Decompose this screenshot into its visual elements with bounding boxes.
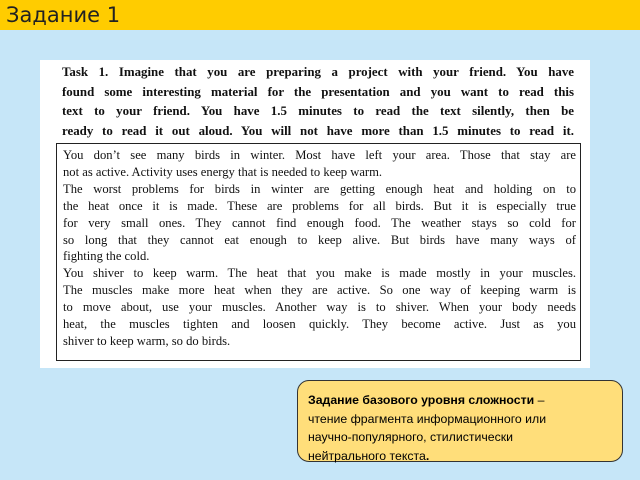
passage-line: so long that they cannot eat enough to keep alive. But birds have many ways of [63, 232, 576, 247]
task-line: ready to read it out aloud. You will not have more than 1.5 minutes to read it. [62, 123, 574, 138]
passage-line: shiver to keep warm, so do birds. [63, 333, 231, 348]
task-line: text to your friend. You have 1.5 minutes to read the text silently, then be [62, 104, 574, 118]
passage-line: heat, the muscles tighten and loosen quickly. They become active. Just as you [63, 317, 576, 332]
passage-line: the heat once it is made. These are problems for all birds. But it is especially true [63, 198, 576, 213]
task-document [40, 60, 590, 368]
task-level-note [297, 380, 623, 462]
note-line: научно-популярного, стилистически [308, 430, 513, 444]
passage-line: to move about, use your muscles. Another way is to shiver. When your body needs [63, 300, 576, 315]
note-line [308, 391, 614, 410]
passage-line: The muscles make more heat when they are active. So one way of keeping warm is [63, 283, 576, 298]
task-line: Task 1. Imagine that you are preparing a project with your friend. You have [62, 65, 574, 79]
task-line: found some interesting material for the presentation and you want to read this [62, 84, 574, 99]
passage-line: fighting the cold. [63, 249, 150, 264]
passage-line: The worst problems for birds in winter are getting enough heat and holding on to [63, 181, 576, 196]
note-line: чтение фрагмента информационного или [308, 411, 547, 426]
passage-line: You don’t see many birds in winter. Most have left your area. Those that stay are [63, 148, 576, 162]
passage-line: for very small ones. They cannot find enough food. The weather stays so cold for [63, 215, 576, 230]
note-text: нейтрального текста [308, 448, 426, 463]
reading-passage [56, 143, 581, 361]
passage-line: You shiver to keep warm. The heat that you make is made mostly in your muscles. [63, 266, 576, 281]
note-line [308, 447, 614, 466]
passage-line: not as active. Activity uses energy that is needed to keep warm. [63, 164, 383, 179]
note-period: . [425, 448, 430, 463]
note-dash: – [534, 393, 545, 407]
note-bold-text: Задание базового уровня сложности [308, 393, 535, 407]
task-instructions [62, 63, 574, 141]
slide-title: Задание 1 [0, 0, 640, 30]
